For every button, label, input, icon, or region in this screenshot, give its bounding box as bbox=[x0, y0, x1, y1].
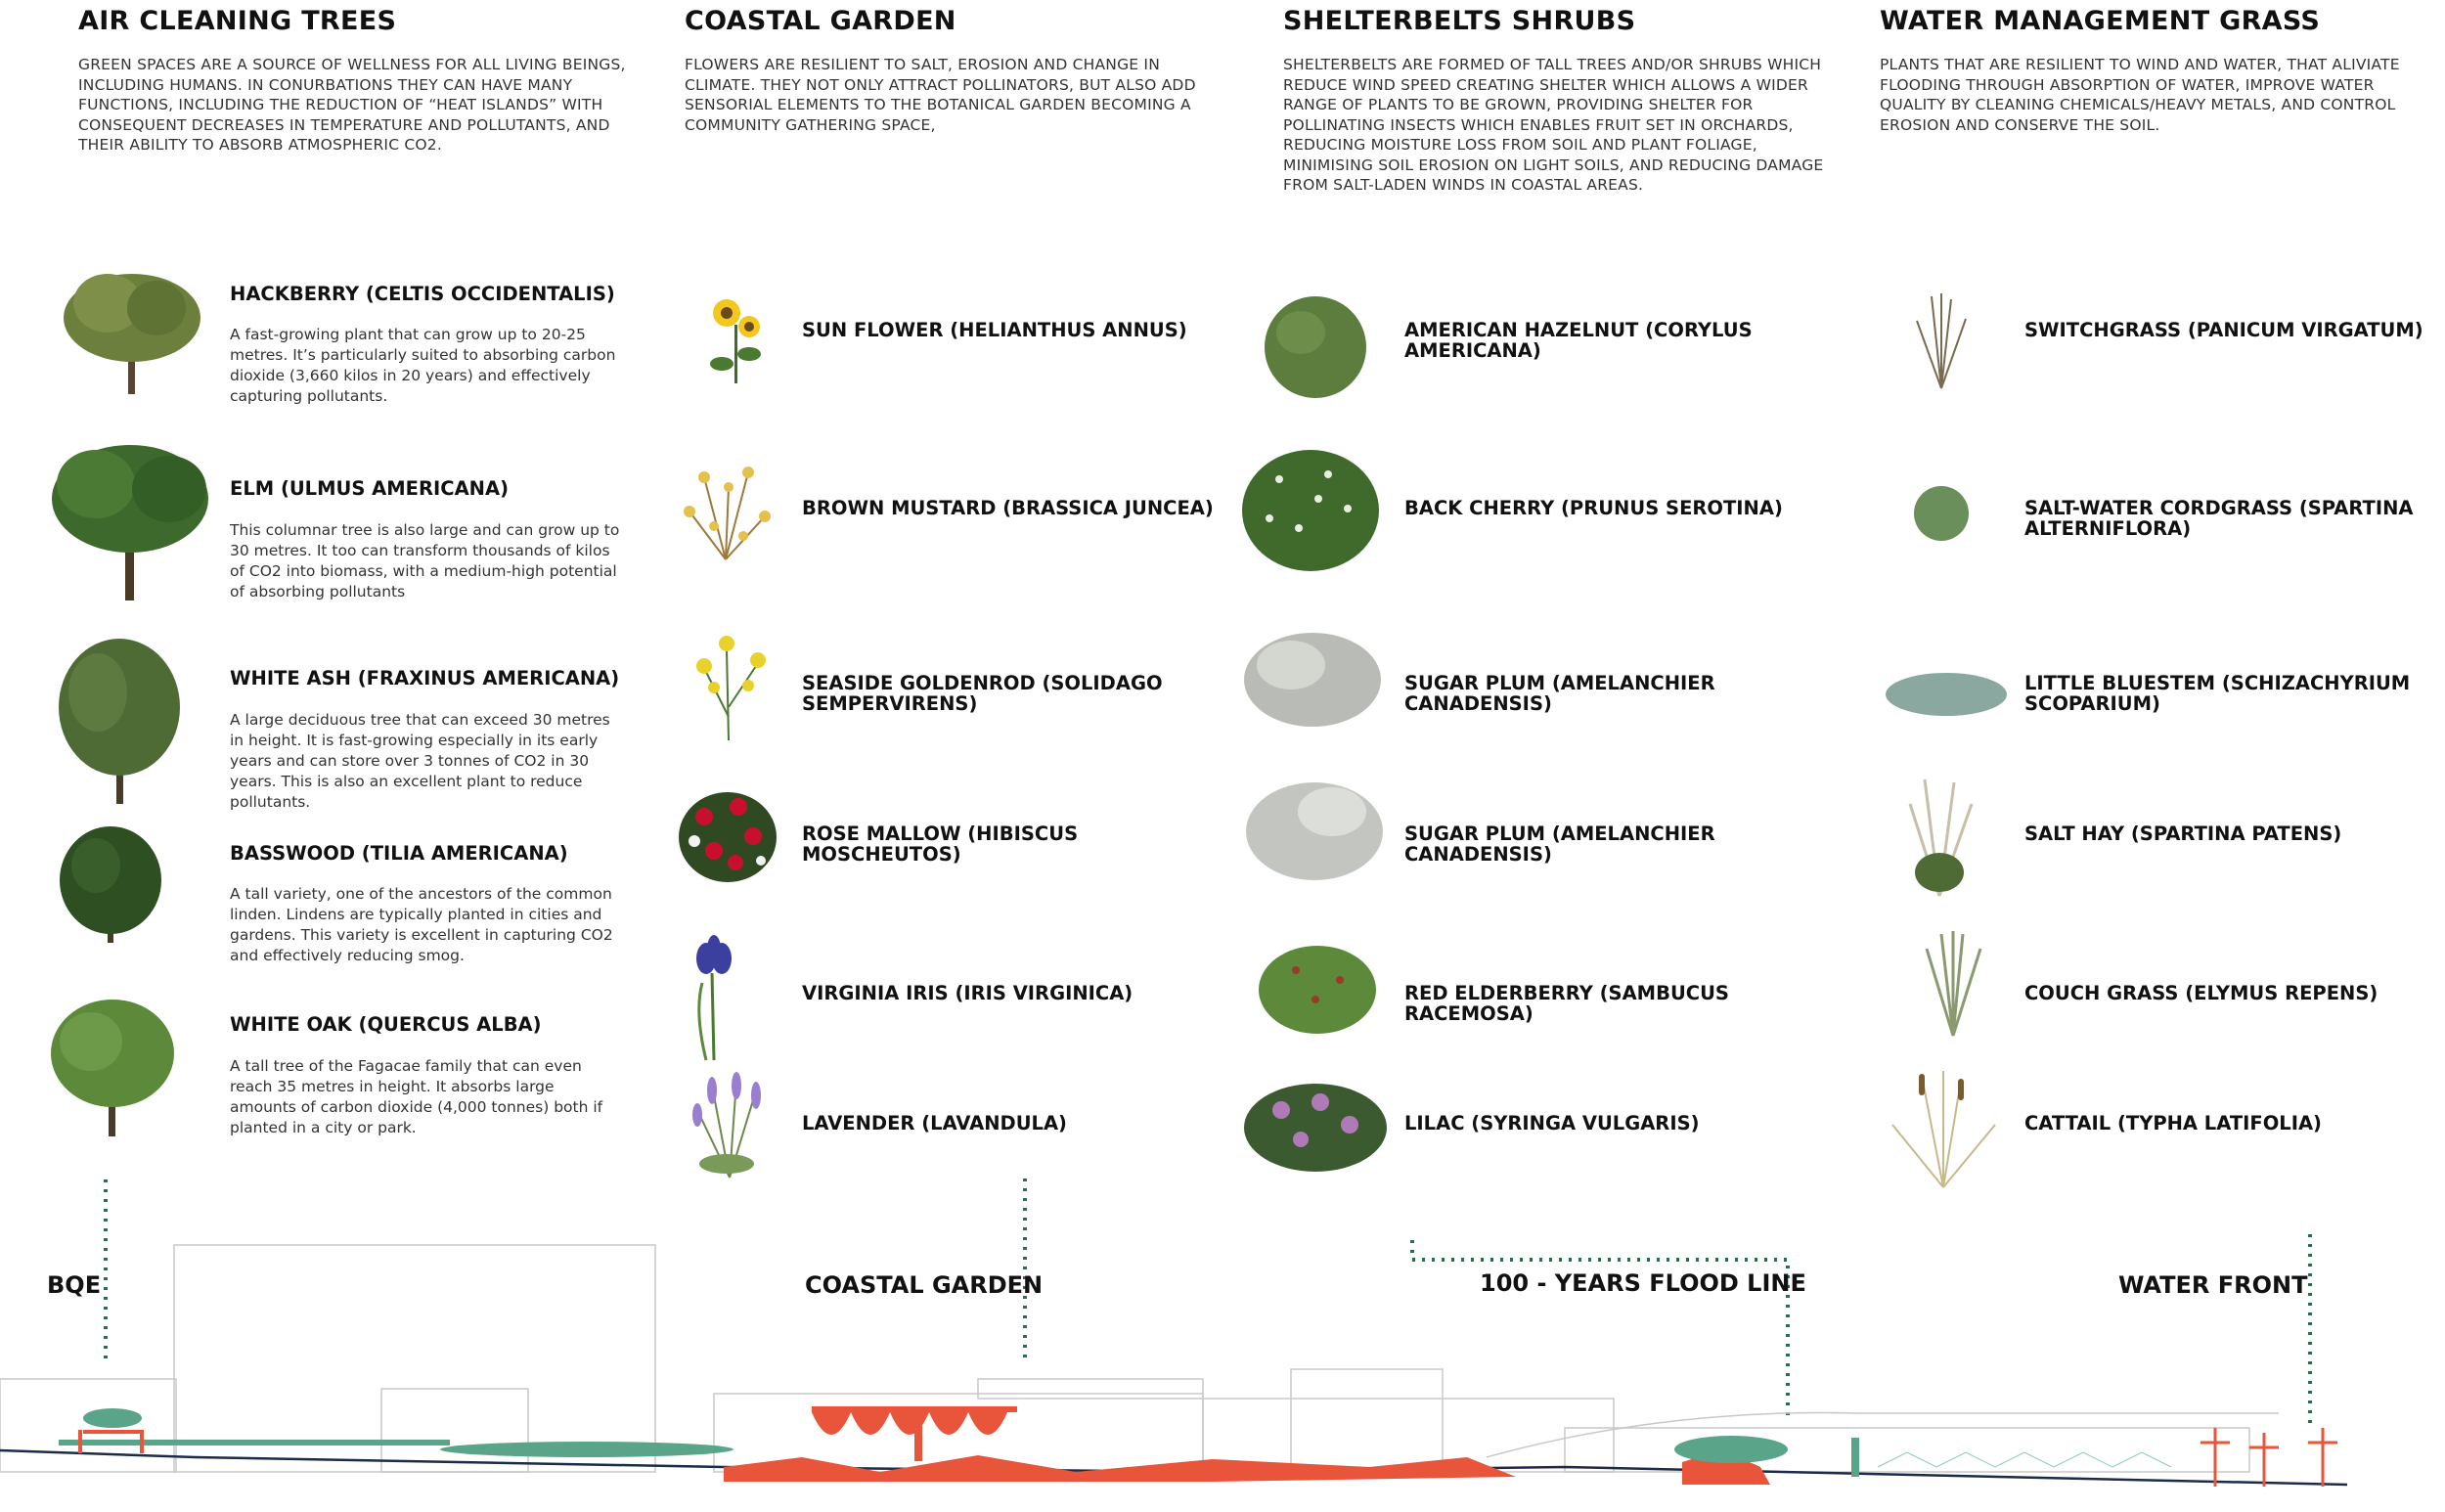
white-oak-tree-icon bbox=[47, 993, 179, 1137]
plant-title: ROSE MALLOW (HIBISCUS MOSCHEUTOS) bbox=[802, 823, 1079, 866]
section-label-water-front: WATER FRONT bbox=[2118, 1271, 2308, 1299]
sunflower-icon bbox=[702, 295, 771, 385]
plant-title: RED ELDERBERRY (SAMBUCUS RACEMOSA) bbox=[1404, 982, 1729, 1025]
plant-title: BROWN MUSTARD (BRASSICA JUNCEA) bbox=[802, 497, 1214, 519]
lavender-icon bbox=[683, 1066, 776, 1178]
back-cherry-icon bbox=[1240, 440, 1382, 577]
plant-title: LILAC (SYRINGA VULGARIS) bbox=[1404, 1112, 1700, 1134]
section-label-flood-line: 100 - YEARS FLOOD LINE bbox=[1480, 1269, 1806, 1297]
red-elderberry-icon bbox=[1257, 941, 1379, 1034]
brown-mustard-icon bbox=[675, 458, 778, 560]
plant-title: SUGAR PLUM (AMELANCHIER CANADENSIS) bbox=[1404, 823, 1715, 866]
plant-description: A large deciduous tree that can exceed 30 metres in height. It is fast-growing especially in its early years and can store over 3 tonnes of CO2 in 30 years. This is also an excellent plant to reduce pollutants. bbox=[230, 711, 610, 811]
dotted-leader-lines bbox=[106, 1178, 2310, 1423]
column-heading: AIR CLEANING TREES bbox=[78, 6, 397, 36]
building-outlines bbox=[0, 1245, 2279, 1472]
column-heading: WATER MANAGEMENT GRASS bbox=[1880, 6, 2321, 36]
plant-title: WHITE ASH (FRAXINUS AMERICANA) bbox=[230, 667, 620, 689]
section-label-bqe: BQE bbox=[47, 1271, 102, 1299]
white-ash-tree-icon bbox=[54, 634, 186, 805]
salt-water-cordgrass-icon bbox=[1907, 465, 1976, 543]
seaside-goldenrod-icon bbox=[689, 629, 773, 741]
water-front-reeds bbox=[2200, 1428, 2337, 1487]
plant-title: HACKBERRY (CELTIS OCCIDENTALIS) bbox=[230, 283, 615, 305]
plant-title: BACK CHERRY (PRUNUS SEROTINA) bbox=[1404, 497, 1783, 519]
lilac-icon bbox=[1242, 1081, 1389, 1174]
little-bluestem-icon bbox=[1883, 660, 2010, 719]
switchgrass-icon bbox=[1907, 291, 1976, 389]
column-heading: SHELTERBELTS SHRUBS bbox=[1283, 6, 1636, 36]
column-intro: SHELTERBELTS ARE FORMED OF TALL TREES AND/OR SHRUBS WHICH REDUCE WIND SPEED CREATING SHELTER WHICH ALLOWS A WIDER RANGE OF PLANTS TO BE GROWN, PROVIDING SHELTER FOR POLLINATING INSECTS WHICH ENABLES FRUIT SET IN ORCHARDS, REDUCING MOISTURE LOSS FROM SOIL AND PLANT FOLIAGE, MINIMISING SOIL EROSION ON LIGHT SOILS, AND REDUCING DAMAGE FROM SALT-LADEN WINDS IN COASTAL AREAS. bbox=[1283, 56, 1824, 194]
salt-hay-icon bbox=[1895, 775, 1983, 897]
plant-title: VIRGINIA IRIS (IRIS VIRGINICA) bbox=[802, 982, 1134, 1004]
plant-title: SALT-WATER CORDGRASS (SPARTINA ALTERNIFLORA) bbox=[2024, 497, 2414, 540]
plant-title: SUGAR PLUM (AMELANCHIER CANADENSIS) bbox=[1404, 672, 1715, 715]
plant-title: AMERICAN HAZELNUT (CORYLUS AMERICANA) bbox=[1404, 319, 1753, 362]
plant-title: BASSWOOD (TILIA AMERICANA) bbox=[230, 842, 568, 865]
plant-title: SEASIDE GOLDENROD (SOLIDAGO SEMPERVIRENS) bbox=[802, 672, 1163, 715]
plant-description: A tall variety, one of the ancestors of the common linden. Lindens are typically planted in cities and gardens. This variety is excellent in capturing CO2 and effectively reducing smog. bbox=[230, 885, 613, 964]
virginia-iris-icon bbox=[685, 934, 743, 1061]
plant-title: ELM (ULMUS AMERICANA) bbox=[230, 477, 509, 500]
plant-description: A tall tree of the Fagacae family that can even reach 35 metres in height. It absorbs large amounts of carbon dioxide (4,000 tonnes) both if planted in a city or park. bbox=[230, 1057, 603, 1136]
plant-description: A fast-growing plant that can grow up to 20-25 metres. It’s particularly suited to absorbing carbon dioxide (3,660 kilos in 20 years) and effectively capturing pollutants. bbox=[230, 326, 616, 405]
plant-title: COUCH GRASS (ELYMUS REPENS) bbox=[2024, 982, 2378, 1004]
sugar-plum-icon bbox=[1244, 773, 1386, 882]
cattail-icon bbox=[1883, 1066, 2005, 1188]
rose-mallow-icon bbox=[675, 782, 780, 888]
american-hazelnut-icon bbox=[1262, 293, 1369, 401]
couch-grass-icon bbox=[1912, 929, 1995, 1037]
plant-title: SWITCHGRASS (PANICUM VIRGATUM) bbox=[2024, 319, 2423, 341]
basswood-tree-icon bbox=[57, 822, 164, 944]
bqe-landscape bbox=[59, 1408, 734, 1457]
plant-title: SUN FLOWER (HELIANTHUS ANNUS) bbox=[802, 319, 1187, 341]
site-section-diagram bbox=[0, 1174, 2445, 1512]
plant-title: LAVENDER (LAVANDULA) bbox=[802, 1112, 1067, 1134]
column-intro: PLANTS THAT ARE RESILIENT TO WIND AND WATER, THAT ALIVIATE FLOODING THROUGH ABSORPTION OF WATER, IMPROVE WATER QUALITY BY CLEANING CHEMICALS/HEAVY METALS, AND CONTROL EROSION AND CONSERVE THE SOIL. bbox=[1880, 56, 2400, 134]
sugar-plum-icon bbox=[1242, 626, 1384, 729]
column-heading: COASTAL GARDEN bbox=[685, 6, 956, 36]
section-label-coastal-garden: COASTAL GARDEN bbox=[805, 1271, 1044, 1299]
plant-title: WHITE OAK (QUERCUS ALBA) bbox=[230, 1013, 542, 1036]
column-intro: FLOWERS ARE RESILIENT TO SALT, EROSION AND CHANGE IN CLIMATE. THEY NOT ONLY ATTRACT POLLINATORS, BUT ALSO ADD SENSORIAL ELEMENTS TO THE BOTANICAL GARDEN BECOMING A COMMUNITY GATHERING SPACE, bbox=[685, 56, 1196, 134]
hackberry-tree-icon bbox=[59, 249, 205, 396]
plant-title: SALT HAY (SPARTINA PATENS) bbox=[2024, 823, 2342, 845]
plant-title: LITTLE BLUESTEM (SCHIZACHYRIUM SCOPARIUM) bbox=[2024, 672, 2411, 715]
plant-description: This columnar tree is also large and can grow up to 30 metres. It too can transform thousands of kilos of CO2 into biomass, with a medium-high potential of absorbing pollutants bbox=[230, 521, 620, 600]
plant-title: CATTAIL (TYPHA LATIFOLIA) bbox=[2024, 1112, 2322, 1134]
column-intro: GREEN SPACES ARE A SOURCE OF WELLNESS FOR ALL LIVING BEINGS, INCLUDING HUMANS. IN CONURBATIONS THEY CAN HAVE MANY FUNCTIONS, INCLUDING THE REDUCTION OF “HEAT ISLANDS” WITH CONSEQUENT DECREASES IN TEMPERATURE AND POLLUTANTS, AND THEIR ABILITY TO ABSORB ATMOSPHERIC CO2. bbox=[78, 56, 626, 154]
elm-tree-icon bbox=[47, 430, 213, 601]
